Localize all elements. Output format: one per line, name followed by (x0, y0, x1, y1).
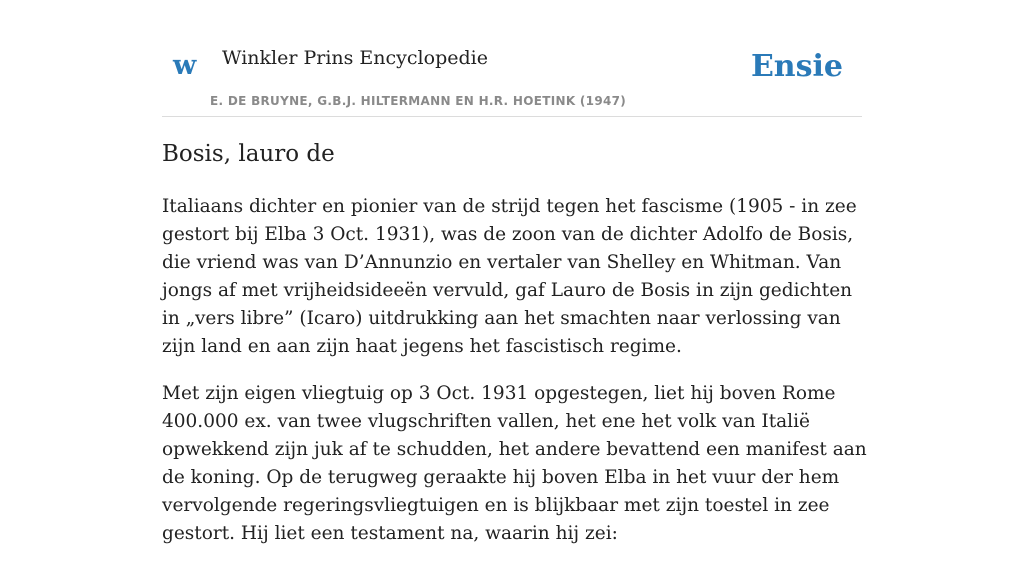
source-title-link[interactable]: Winkler Prins Encyclopedie (222, 47, 488, 69)
source-logo[interactable]: w (173, 50, 197, 81)
entry-paragraph: Met zijn eigen vliegtuig op 3 Oct. 1931 opgestegen, liet hij boven Rome 400.000 ex. van twee vlugschriften vallen, het ene het volk van Italië opwekkend zijn juk af te schudden, het andere bevattend een manifest aan de koning. Op de terugweg geraakte hij boven Elba in het vuur der hem vervolgende regeringsvliegtuigen en is blijkbaar met zijn toestel in zee gestort. Hij liet een testament na, waarin hij zei: (162, 383, 867, 544)
entry-paragraph: Italiaans dichter en pionier van de strijd tegen het fascisme (1905 - in zee gestort bij Elba 3 Oct. 1931), was de zoon van de dichter Adolfo de Bosis, die vriend was van D’Annunzio en vertaler van Shelley en Whitman. Van jongs af met vrijheidsideeën vervuld, gaf Lauro de Bosis in zijn gedichten in „vers libre” (Icaro) uitdrukking aan het smachten naar verlossing van zijn land en aan zijn haat jegens het fascistisch regime. (162, 196, 857, 357)
entry-body (162, 193, 868, 567)
encyclopedia-page (162, 0, 867, 544)
entry-title: Bosis, lauro de (162, 141, 335, 167)
ensie-logo[interactable]: Ensie (750, 49, 843, 84)
source-header (162, 0, 862, 117)
source-authors: E. DE BRUYNE, G.B.J. HILTERMANN EN H.R. HOETINK (1947) (210, 94, 627, 108)
